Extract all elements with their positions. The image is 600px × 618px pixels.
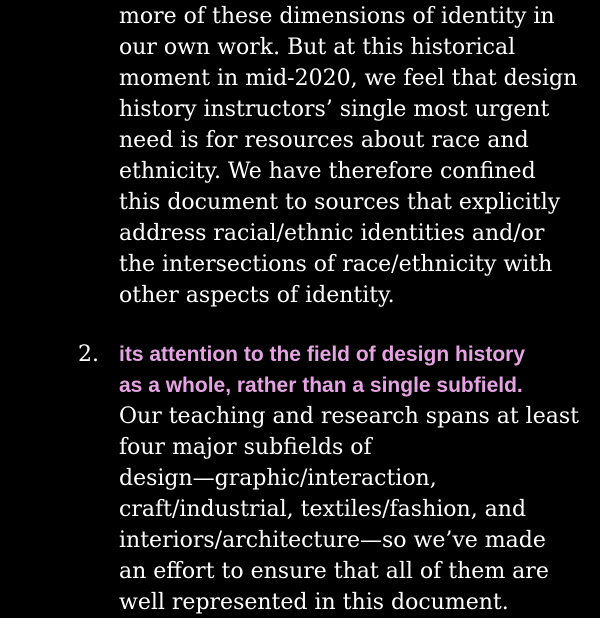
text-line: an effort to ensure that all of them are [119, 559, 549, 584]
text-line: well represented in this document. [119, 590, 509, 615]
text-line: this document to sources that explicitly [119, 190, 561, 215]
text-line: need is for resources about race and [119, 128, 529, 153]
text-line: interiors/architecture—so we’ve made [119, 528, 546, 553]
highlighted-heading-line: its attention to the field of design history [119, 343, 526, 366]
text-line: other aspects of identity. [119, 283, 395, 308]
text-line: our own work. But at this historical [119, 35, 516, 60]
text-line: history instructors’ single most urgent [119, 97, 550, 122]
paragraph-identity-scope [119, 1, 589, 311]
text-line: craft/industrial, textiles/fashion, and [119, 497, 527, 522]
text-line: ethnicity. We have therefore confined [119, 159, 536, 184]
text-line: moment in mid-2020, we feel that design [119, 66, 578, 91]
text-line: Our teaching and research spans at least [119, 404, 579, 429]
text-line: the intersections of race/ethnicity with [119, 252, 553, 277]
list-item-number: 2. [78, 342, 99, 367]
text-line: design—graphic/interaction, [119, 466, 437, 491]
text-line: four major subfields of [119, 435, 372, 460]
text-line: address racial/ethnic identities and/or [119, 221, 545, 246]
highlighted-heading-line: as a whole, rather than a single subfield. [119, 374, 523, 397]
text-line: more of these dimensions of identity in [119, 4, 555, 29]
list-item-design-history-scope [119, 339, 589, 618]
